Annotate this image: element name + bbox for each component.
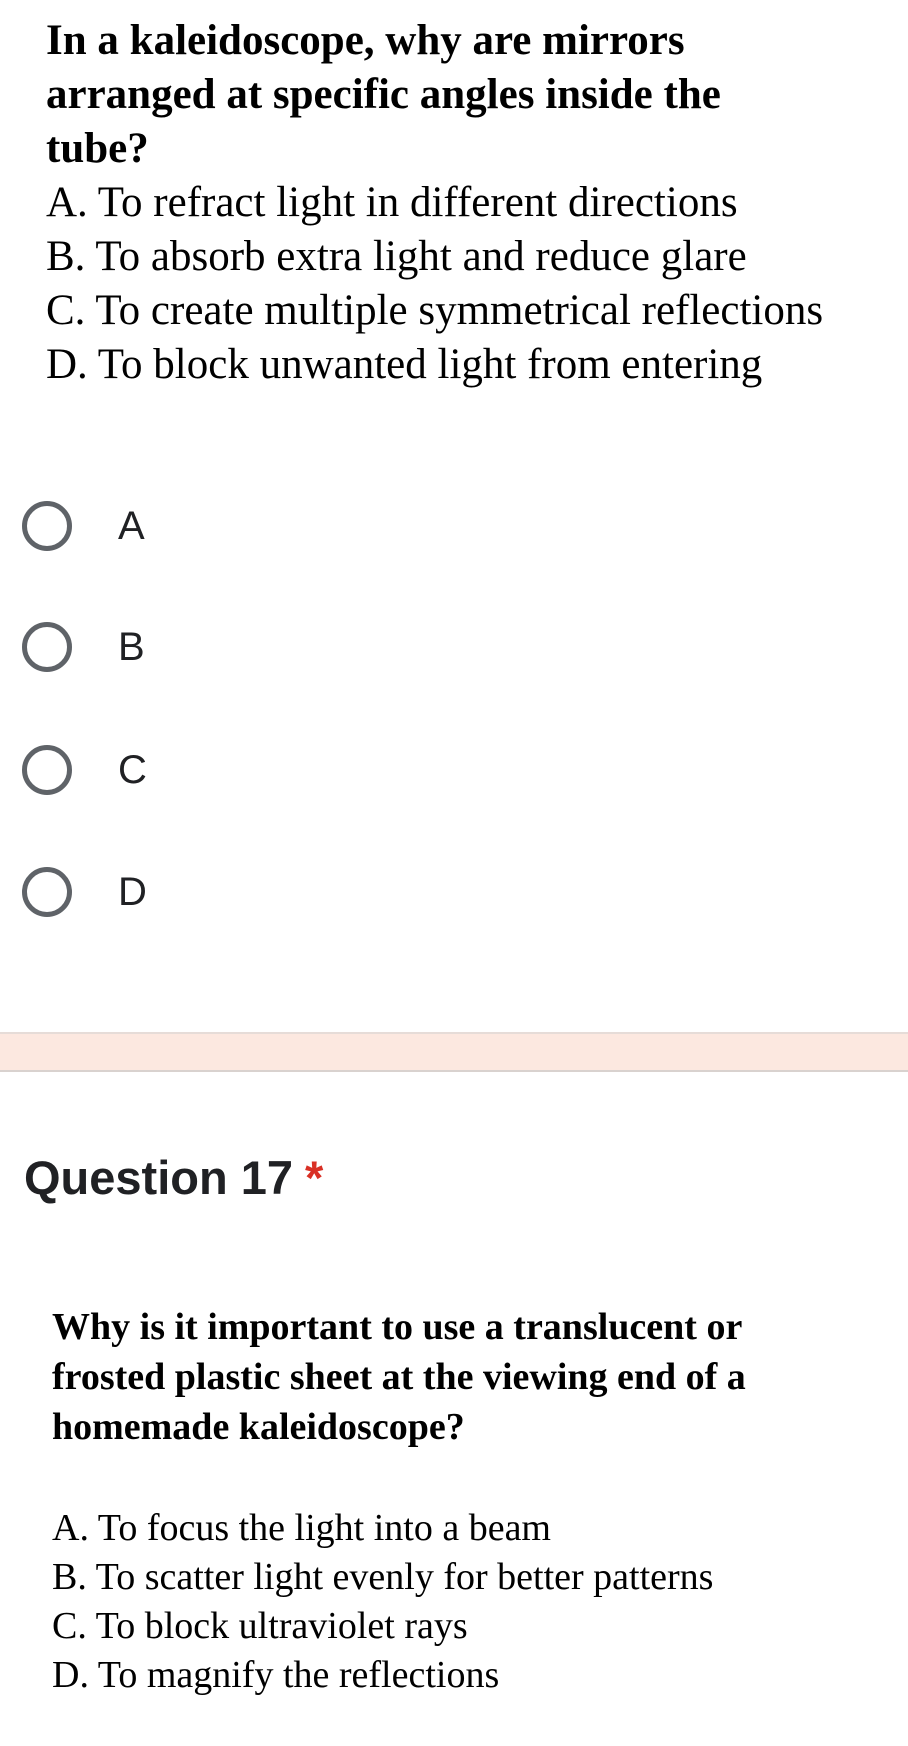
question-16-option-b-text: B. To absorb extra light and reduce glare — [46, 233, 747, 280]
question-17-options — [52, 1504, 872, 1700]
radio-option-d[interactable] — [22, 857, 862, 927]
required-asterisk: * — [305, 1151, 324, 1204]
question-16-text: In a kaleidoscope, why are mirrors arranged at specific angles inside the tube? — [46, 17, 721, 172]
radio-option-a[interactable] — [22, 491, 862, 561]
question-16-option-d-text: D. To block unwanted light from entering — [46, 341, 763, 388]
question-16-option-c-text: C. To create multiple symmetrical reflections — [46, 287, 824, 334]
radio-label-a: A — [118, 503, 145, 548]
radio-option-c[interactable] — [22, 735, 862, 805]
question-17-option-b-text: B. To scatter light evenly for better patterns — [52, 1556, 714, 1598]
radio-button-a[interactable] — [22, 501, 72, 551]
radio-label-d: D — [118, 869, 147, 914]
radio-button-d[interactable] — [22, 867, 72, 917]
question-17-option-d-text: D. To magnify the reflections — [52, 1654, 500, 1696]
radio-button-c[interactable] — [22, 745, 72, 795]
question-17-title — [24, 1150, 323, 1205]
question-16-content — [46, 14, 866, 392]
question-17-option-a-text: A. To focus the light into a beam — [52, 1507, 551, 1549]
radio-label-c: C — [118, 747, 147, 792]
radio-button-b[interactable] — [22, 622, 72, 672]
question-17-option-c-text: C. To block ultraviolet rays — [52, 1605, 468, 1647]
radio-label-b: B — [118, 624, 145, 669]
radio-option-b[interactable] — [22, 612, 862, 682]
question-16-option-a-text: A. To refract light in different directions — [46, 179, 738, 226]
section-separator — [0, 1032, 908, 1072]
question-17-text: Why is it important to use a translucent or frosted plastic sheet at the viewing end of a homemade kaleidoscope? — [52, 1306, 746, 1448]
question-17-label: Question 17 — [24, 1151, 294, 1204]
